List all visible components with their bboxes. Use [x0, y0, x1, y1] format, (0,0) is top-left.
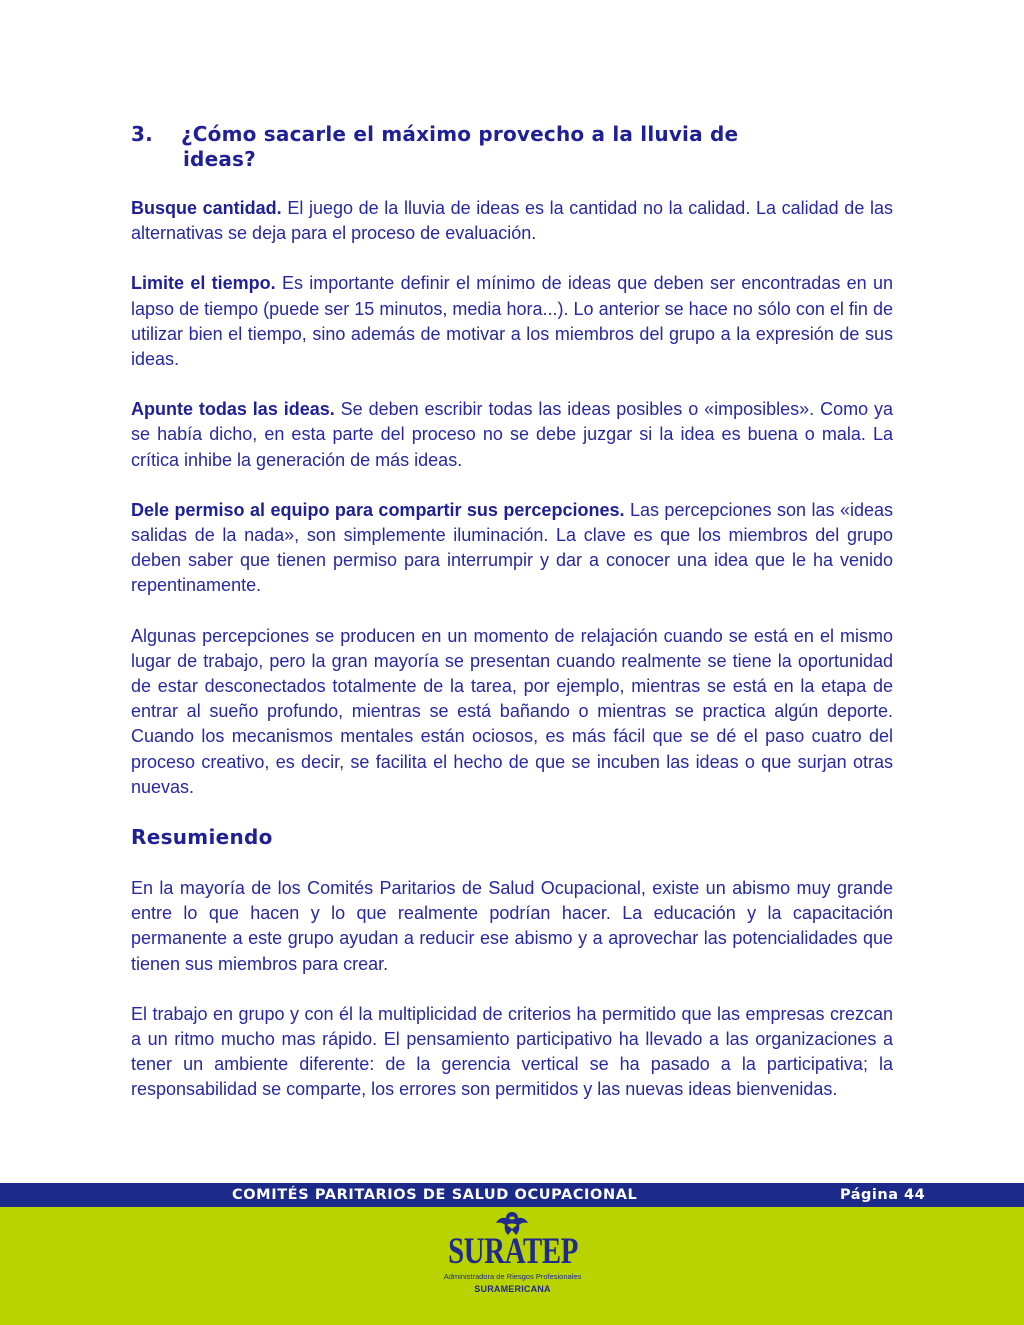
- page-number: Página 44: [840, 1187, 926, 1203]
- paragraph-busque-cantidad: [131, 196, 893, 246]
- paragraph-text: Es importante definir el mínimo de ideas que deben ser encontradas en un lapso de tiempo (puede ser 15 minutos, media hora...). Lo anterior se hace no sólo con el fin de utilizar bien el tiempo, sino además de motivar a los miembros del grupo a la expresión de sus ideas.: [131, 273, 893, 370]
- paragraph-lead: Dele permiso al equipo para compartir sus percepciones.: [131, 499, 625, 520]
- summary-paragraph-1: En la mayoría de los Comités Paritarios de Salud Ocupacional, existe un abismo muy grande entre lo que hacen y lo que realmente podrían hacer. La educación y la capacitación permanente a este grupo ayudan a reducir ese abismo y a aprovechar las potencialidades que tienen sus miembros para crear.: [131, 878, 893, 974]
- summary-paragraph-2: El trabajo en grupo y con él la multiplicidad de criterios ha permitido que las empresas crezcan a un ritmo mucho mas rápido. El pensamiento participativo ha llevado a las organizaciones a tener un ambiente diferente: de la gerencia vertical se ha pasado a la participativa; la responsabilidad se comparte, los errores son permitidos y las nuevas ideas bienvenidas.: [131, 1003, 893, 1100]
- paragraph-text: Las percepciones son las «ideas salidas de la nada», son simplemente iluminación. La clave es que los miembros del grupo deben saber que tienen permiso para interrumpir y dar a conocer una idea que le ha venido repentinamente.: [131, 499, 893, 596]
- logo-brand: SURAMERICANA: [474, 1284, 551, 1294]
- paragraph-dele-permiso: [131, 498, 893, 599]
- section-title-line2: ideas?: [183, 147, 256, 171]
- paragraph-percepciones: [131, 624, 893, 800]
- paragraph-lead: Limite el tiempo.: [131, 273, 276, 294]
- paragraph-text: El juego de la lluvia de ideas es la cantidad no la calidad. La calidad de las alternativas se deja para el proceso de evaluación.: [131, 198, 893, 244]
- paragraph-text: Algunas percepciones se producen en un momento de relajación cuando se está en el mismo lugar de trabajo, pero la gran mayoría se presentan cuando realmente se tiene la oportunidad de estar desconectados totalmente de la tarea, por ejemplo, mientras se está en la etapa de entrar al sueño profundo, mientras se está bañando o mientras se practica algún deporte. Cuando los mecanismos mentales están ociosos, es más fácil que se dé el paso cuatro del proceso creativo, es decir, se facilita el hecho de que se incuben las ideas o que surjan otras nuevas.: [131, 625, 893, 797]
- logo-name: SURATEP: [448, 1231, 578, 1272]
- suratep-logo: [430, 1208, 595, 1308]
- footer-band: [0, 1183, 1024, 1207]
- paragraph-limite-tiempo: [131, 271, 893, 372]
- paragraph-text: Se deben escribir todas las ideas posibles o «imposibles». Como ya se había dicho, en esta parte del proceso no se debe juzgar si la idea es buena o mala. La crítica inhibe la generación de más ideas.: [131, 399, 893, 470]
- section-title: [131, 122, 893, 172]
- paragraph-lead: Busque cantidad.: [131, 198, 282, 218]
- summary-heading: Resumiendo: [131, 825, 273, 850]
- section-number: 3.: [131, 122, 153, 146]
- section-title-line1: ¿Cómo sacarle el máximo provecho a la lluvia de: [181, 122, 739, 146]
- paragraph-apunte-ideas: [131, 397, 893, 473]
- logo-subtitle: Administradora de Riesgos Profesionales: [443, 1272, 582, 1281]
- paragraph-lead: Apunte todas las ideas.: [131, 399, 335, 420]
- page-content: [131, 122, 893, 1128]
- footer-title: COMITÉS PARITARIOS DE SALUD OCUPACIONAL: [232, 1187, 638, 1203]
